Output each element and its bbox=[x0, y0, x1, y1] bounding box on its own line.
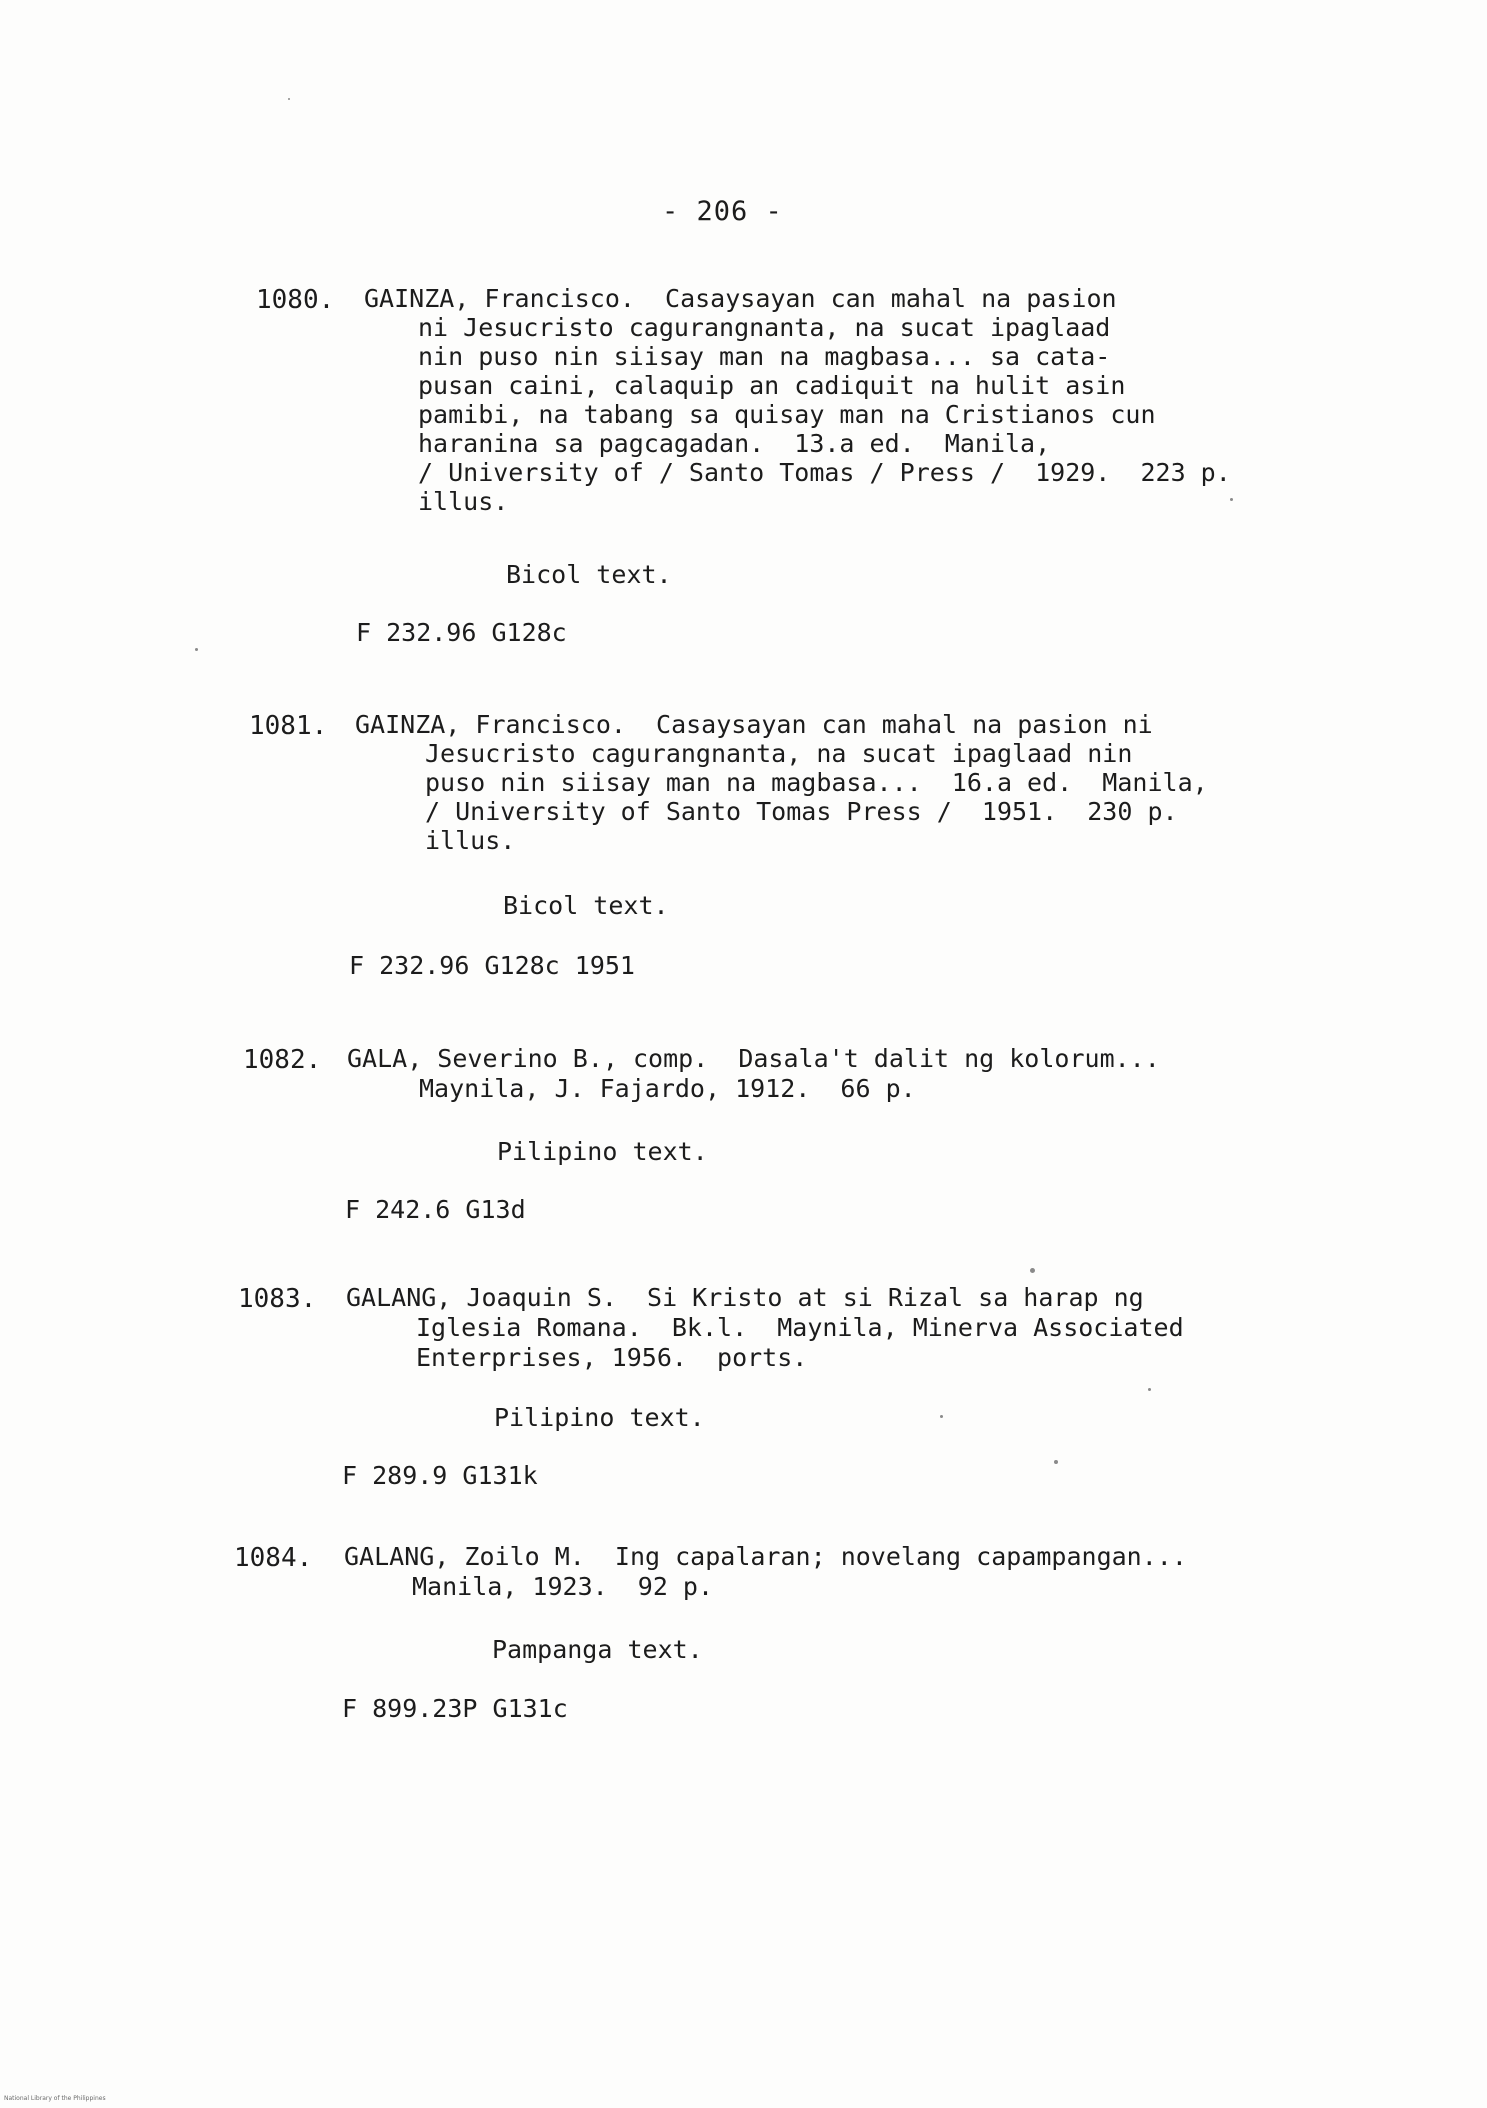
citation-line: pusan caini, calaquip an cadiquit na hulit asin bbox=[418, 371, 1126, 400]
citation-line: puso nin siisay man na magbasa... 16.a ed. Manila, bbox=[425, 768, 1208, 797]
language-note: Bicol text. bbox=[506, 560, 672, 589]
citation-line: haranina sa pagcagadan. 13.a ed. Manila, bbox=[418, 429, 1051, 458]
call-number: F 289.9 G131k bbox=[342, 1461, 538, 1490]
citation-line: illus. bbox=[418, 487, 509, 516]
entry-number: 1082. bbox=[243, 1045, 322, 1075]
scan-speck bbox=[288, 98, 290, 100]
scan-speck bbox=[940, 1415, 943, 1418]
language-note: Pilipino text. bbox=[497, 1137, 708, 1166]
entry-number: 1081. bbox=[249, 711, 328, 741]
citation-line: nin puso nin siisay man na magbasa... sa cata- bbox=[418, 342, 1111, 371]
citation-line: ni Jesucristo cagurangnanta, na sucat ipaglaad bbox=[418, 313, 1111, 342]
scan-speck bbox=[1148, 1388, 1151, 1391]
citation-line: Maynila, J. Fajardo, 1912. 66 p. bbox=[419, 1074, 916, 1103]
scan-speck bbox=[1230, 498, 1233, 501]
scan-speck bbox=[1054, 1460, 1058, 1464]
citation-line: Enterprises, 1956. ports. bbox=[416, 1343, 808, 1372]
language-note: Bicol text. bbox=[503, 891, 669, 920]
scan-speck bbox=[195, 648, 198, 651]
citation-line: / University of Santo Tomas Press / 1951. 230 p. bbox=[425, 797, 1178, 826]
call-number: F 899.23P G131c bbox=[342, 1694, 568, 1723]
page-number: - 206 - bbox=[662, 196, 783, 227]
citation-line: Jesucristo cagurangnanta, na sucat ipaglaad nin bbox=[425, 739, 1133, 768]
citation-first-line: GAINZA, Francisco. Casaysayan can mahal na pasion bbox=[364, 284, 1117, 313]
language-note: Pampanga text. bbox=[492, 1635, 703, 1664]
citation-first-line: GALANG, Zoilo M. Ing capalaran; novelang capampangan... bbox=[344, 1542, 1187, 1571]
scan-speck bbox=[1030, 1268, 1035, 1273]
citation-first-line: GALANG, Joaquin S. Si Kristo at si Rizal sa harap ng bbox=[346, 1283, 1144, 1312]
call-number: F 232.96 G128c 1951 bbox=[349, 951, 635, 980]
citation-line: illus. bbox=[425, 826, 516, 855]
citation-first-line: GAINZA, Francisco. Casaysayan can mahal na pasion ni bbox=[355, 710, 1153, 739]
call-number: F 232.96 G128c bbox=[356, 618, 567, 647]
citation-first-line: GALA, Severino B., comp. Dasala't dalit ng kolorum... bbox=[347, 1044, 1160, 1073]
entry-number: 1083. bbox=[238, 1284, 317, 1314]
citation-line: pamibi, na tabang sa quisay man na Cristianos cun bbox=[418, 400, 1156, 429]
entry-number: 1084. bbox=[234, 1543, 313, 1573]
footer-note: National Library of the Philippines bbox=[4, 2095, 106, 2102]
call-number: F 242.6 G13d bbox=[345, 1195, 526, 1224]
citation-line: Iglesia Romana. Bk.l. Maynila, Minerva Associated bbox=[416, 1313, 1184, 1342]
citation-line: / University of / Santo Tomas / Press / 1929. 223 p. bbox=[418, 458, 1231, 487]
citation-line: Manila, 1923. 92 p. bbox=[412, 1572, 714, 1601]
language-note: Pilipino text. bbox=[494, 1403, 705, 1432]
entry-number: 1080. bbox=[256, 285, 335, 315]
